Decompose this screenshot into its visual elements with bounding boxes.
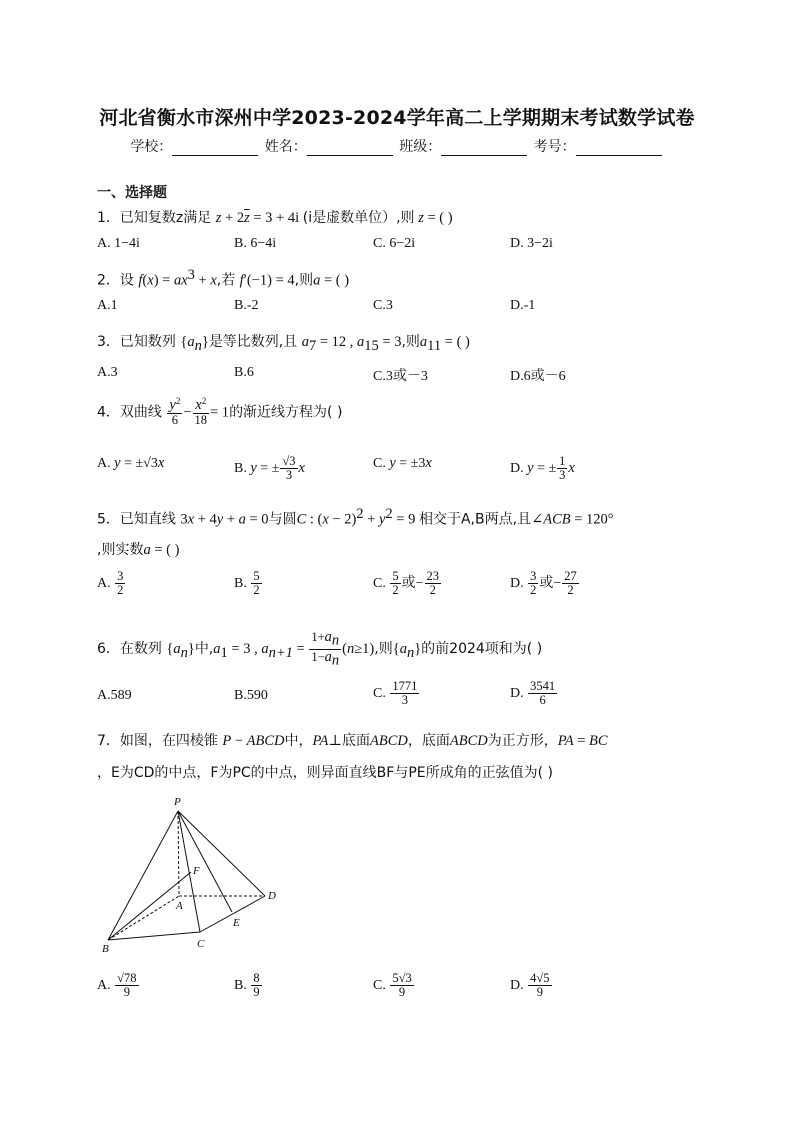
question-5-options bbox=[97, 570, 717, 610]
edge-pe bbox=[178, 811, 232, 912]
option-c[interactable]: C. $\frac{1771}{3}$ bbox=[373, 679, 418, 708]
option-c[interactable]: C.3 bbox=[373, 298, 393, 313]
exam-title: 河北省衡水市深州中学2023-2024学年高二上学期期末考试数学试卷 bbox=[99, 107, 695, 129]
option-b[interactable]: B. 6−4i bbox=[234, 236, 277, 251]
question-4-options bbox=[97, 455, 717, 495]
pyramid-figure bbox=[100, 792, 290, 954]
edge-bc bbox=[108, 932, 200, 940]
option-c[interactable]: C.3或－3 bbox=[373, 369, 428, 384]
class-blank[interactable] bbox=[441, 141, 527, 156]
label-e: E bbox=[233, 917, 240, 929]
option-d[interactable]: D.-1 bbox=[510, 298, 536, 313]
option-d[interactable]: D. $\frac{3}{2}$ 或− $\frac{27}{2}$ bbox=[510, 569, 577, 598]
question-7: 7．如图，在四棱锥 P − ABCD中，PA⊥底面ABCD，底面ABCD为正方形，PA = BC bbox=[97, 733, 608, 749]
option-b[interactable]: B. $\frac{5}{2}$ bbox=[234, 569, 260, 598]
option-b[interactable]: B.-2 bbox=[234, 298, 259, 313]
question-5-line2: ,则实数a = ( ) bbox=[97, 542, 180, 558]
option-a[interactable]: A. $\frac{√78}{9}$ bbox=[97, 971, 137, 1000]
option-c[interactable]: C. y = ±3x bbox=[373, 455, 432, 471]
option-a[interactable]: A.3 bbox=[97, 365, 118, 380]
option-b[interactable]: B.6 bbox=[234, 365, 254, 380]
question-3: 3．已知数列 $\{a_n\}$是等比数列,且 $a_7 = 12$ , $a_{15} = 3$,则$a_{11}$ = ( ) bbox=[97, 334, 470, 354]
label-c: C bbox=[197, 938, 205, 950]
edge-pb bbox=[108, 811, 178, 940]
question-6-options bbox=[97, 680, 717, 720]
option-d[interactable]: D. 3−2i bbox=[510, 236, 553, 251]
question-5: 5．已知直线 3x + 4y + a = 0与圆C : $(x - 2)^2 + y^2 = 9$ 相交于A,B两点,且∠ACB = 120° bbox=[97, 506, 614, 528]
label-a: A bbox=[176, 900, 183, 912]
school-label: 学校： bbox=[130, 139, 173, 155]
label-b: B bbox=[102, 943, 109, 954]
label-p: P bbox=[174, 796, 181, 808]
option-c[interactable]: C. 6−2i bbox=[373, 236, 416, 251]
name-blank[interactable] bbox=[307, 141, 393, 156]
school-blank[interactable] bbox=[172, 141, 258, 156]
option-a[interactable]: A. y = ±√3x bbox=[97, 455, 165, 471]
question-2: 2．设 $f(x) = ax^3 + x$,若 f′(−1) = 4,则a = ( ) bbox=[97, 267, 350, 289]
question-7-line2: ，E为CD的中点，F为PC的中点，则异面直线BF与PE所成角的正弦值为( ) bbox=[97, 765, 553, 781]
option-d[interactable]: D. $\frac{3541}{6}$ bbox=[510, 679, 556, 708]
option-b[interactable]: B.590 bbox=[234, 688, 268, 703]
option-a[interactable]: A.589 bbox=[97, 688, 132, 703]
question-1: 1．已知复数z满足 $z + 2\overline{z} = 3 + 4i$ (i是虚数单位）,则 z = ( ) bbox=[97, 210, 453, 226]
question-7-options bbox=[97, 972, 717, 1012]
option-c[interactable]: C. $\frac{5}{2}$ 或− $\frac{23}{2}$ bbox=[373, 569, 439, 598]
exam-number-blank[interactable] bbox=[576, 141, 662, 156]
option-b[interactable]: B. $\frac{8}{9}$ bbox=[234, 971, 260, 1000]
option-a[interactable]: A.1 bbox=[97, 298, 118, 313]
option-c[interactable]: C. $\frac{5√3}{9}$ bbox=[373, 971, 412, 1000]
label-d: D bbox=[268, 890, 276, 902]
question-4: 4．双曲线 $\frac{y^2}{6}$ − $\frac{x^2}{18}$ = 1的渐近线方程为( ) bbox=[97, 396, 343, 428]
student-info-fields bbox=[0, 136, 794, 156]
option-d[interactable]: D. $\frac{4√5}{9}$ bbox=[510, 971, 550, 1000]
class-label: 班级： bbox=[399, 139, 442, 155]
option-a[interactable]: A. 1−4i bbox=[97, 236, 140, 251]
number-label: 考号： bbox=[533, 139, 576, 155]
edge-ba bbox=[108, 896, 179, 940]
question-6: 6．在数列 $\{a_n\}$中$,a_1 = 3$ , $a_{n+1}$ = $\frac{1+a_n}{1-a_n}$ (n≥1),则$\{a_n\}$的前2024项和为( ) bbox=[97, 629, 543, 669]
section-heading: 一、选择题 bbox=[97, 185, 167, 201]
option-b[interactable]: B. y = ± $\frac{√3}{3}$ x bbox=[234, 454, 305, 483]
option-a[interactable]: A. $\frac{3}{2}$ bbox=[97, 569, 124, 598]
name-label: 姓名： bbox=[264, 139, 307, 155]
label-f: F bbox=[193, 865, 200, 877]
option-d[interactable]: D. y = ± $\frac{1}{3}$ x bbox=[510, 454, 575, 483]
option-d[interactable]: D.6或－6 bbox=[510, 369, 566, 384]
edge-pa bbox=[178, 811, 179, 896]
